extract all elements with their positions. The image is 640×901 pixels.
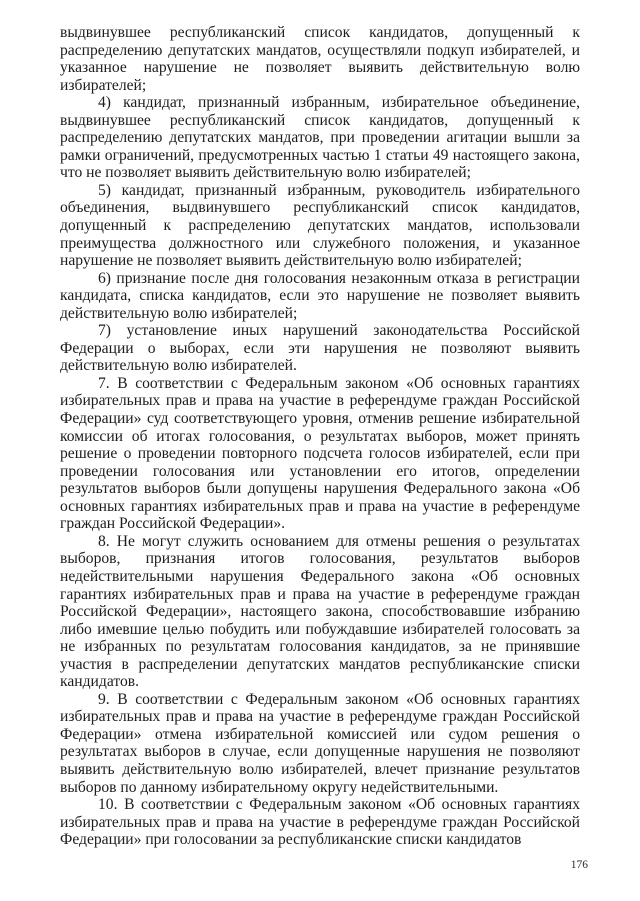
- paragraph-continuation: выдвинувшее республиканский список кандидатов, допущенный к распределению депутатских мандатов, осуществляли подкуп избирателей, и указанное нарушение не позволяет выявить действительную волю избирателей;: [60, 24, 580, 94]
- paragraph-section-9: 9. В соответствии с Федеральным законом «Об основных гарантиях избирательных прав и права на участие в референдуме граждан Российской Федерации» отмена избирательной комиссией или судом решения о результатах выборов в случае, если допущенные нарушения не позволяют выявить действительную волю избирателей, влечет признание результатов выборов по данному избирательному округу недействительными.: [60, 690, 580, 796]
- paragraph-section-8: 8. Не могут служить основанием для отмены решения о результатах выборов, признания итогов голосования, результатов выборов недействительными нарушения Федерального закона «Об основных гарантиях избирательных прав и права на участие в референдуме граждан Российской Федерации», настоящего закона, способствовавшие избранию либо имевшие целью побудить или побуждавшие избирателей голосовать за не избранных по результатам голосования кандидатов, за не принявшие участия в распределении депутатских мандатов республиканские списки кандидатов.: [60, 532, 580, 691]
- paragraph-item-6: 6) признание после дня голосования незаконным отказа в регистрации кандидата, списка кандидатов, если это нарушение не позволяет выявить действительную волю избирателей;: [60, 269, 580, 322]
- paragraph-section-10: 10. В соответствии с Федеральным законом «Об основных гарантиях избирательных прав и права на участие в референдуме граждан Российской Федерации» при голосовании за республиканские списки кандидатов: [60, 796, 580, 849]
- paragraph-section-7: 7. В соответствии с Федеральным законом «Об основных гарантиях избирательных прав и права на участие в референдуме граждан Российской Федерации» суд соответствующего уровня, отменив решение избирательной комиссии об итогах голосования, о результатах выборов, может принять решение о проведении повторного подсчета голосов избирателей, если при проведении голосования или установлении его итогов, определении результатов выборов были допущены нарушения Федерального закона «Об основных гарантиях избирательных прав и права на участие в референдуме граждан Российской Федерации».: [60, 374, 580, 533]
- paragraph-item-4: 4) кандидат, признанный избранным, избирательное объединение, выдвинувшее республиканский список кандидатов, допущенный к распределению депутатских мандатов, при проведении агитации вышли за рамки ограничений, предусмотренных частью 1 статьи 49 настоящего закона, что не позволяет выявить действительную волю избирателей;: [60, 94, 580, 182]
- page-number: 176: [570, 859, 588, 871]
- paragraph-item-7: 7) установление иных нарушений законодательства Российской Федерации о выборах, если эти нарушения не позволяют выявить действительную волю избирателей.: [60, 322, 580, 375]
- paragraph-item-5: 5) кандидат, признанный избранным, руководитель избирательного объединения, выдвинувшего республиканский список кандидатов, допущенный к распределению депутатских мандатов, использовали преимущества должностного или служебного положения, и указанное нарушение не позволяет выявить действительную волю избирателей;: [60, 181, 580, 270]
- document-body: [60, 24, 580, 849]
